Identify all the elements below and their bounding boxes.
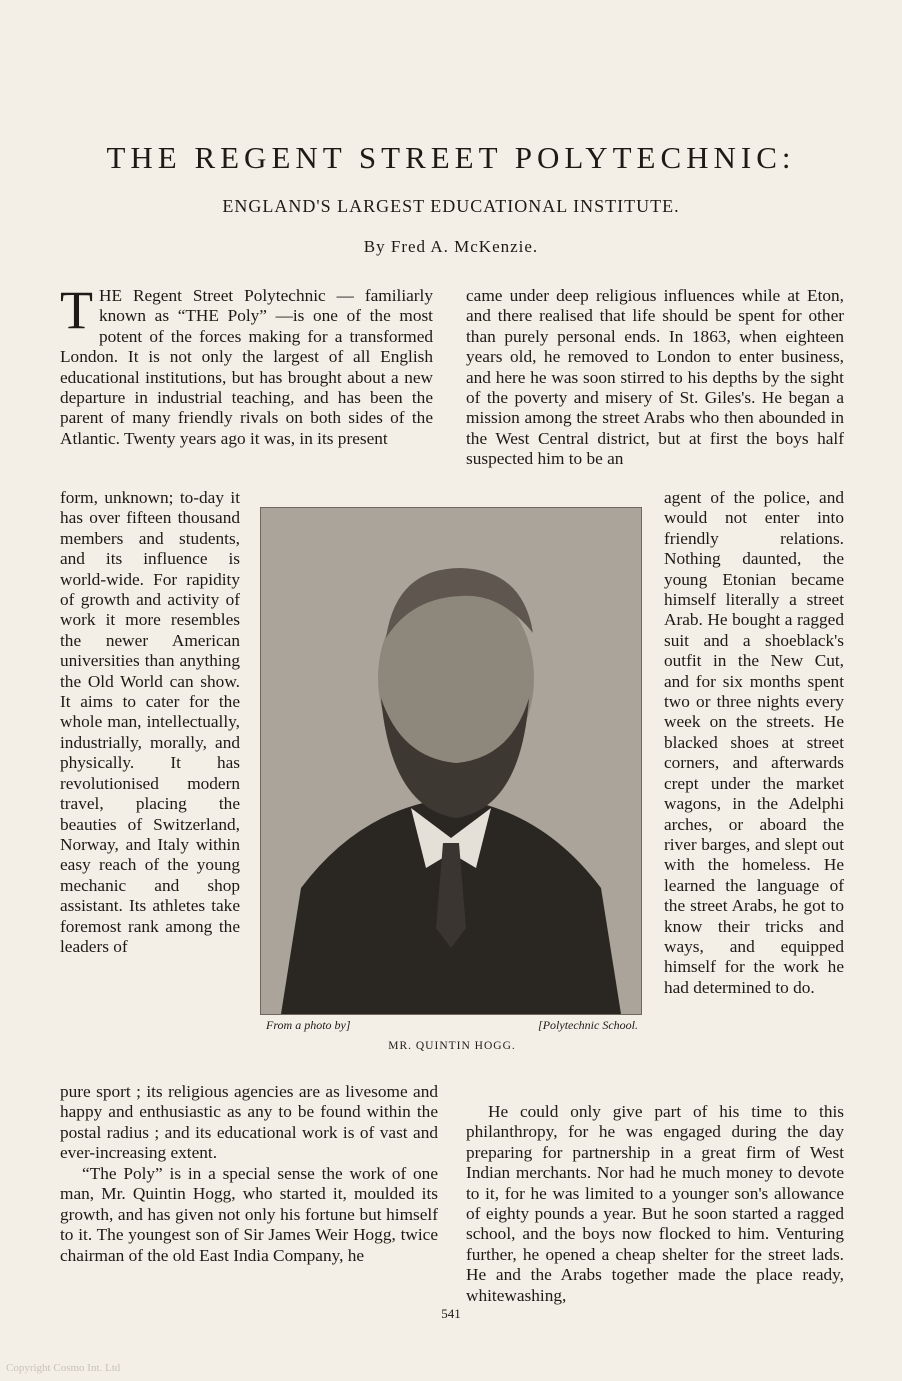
left-column-top-text: HE Regent Street Polytechnic — familiarly known as “THE Poly” —is one of the most potent of the forces making for a transformed London. It is not only the largest of all English educational institutions, but has brought about a new departure in industrial teaching, and has been the parent of many friendly rivals on both sides of the Atlantic. Twenty years ago it was, in its present — [60, 286, 433, 448]
article-subtitle: ENGLAND'S LARGEST EDUCATIONAL INSTITUTE. — [222, 196, 680, 216]
photo-credit-left: From a photo by] — [266, 1018, 351, 1032]
left-column-bottom-paragraph-2: “The Poly” is in a special sense the work of one man, Mr. Quintin Hogg, who started it, moulded its growth, and has given not only his fortune but himself to it. The youngest son of Sir James Weir Hogg, twice chairman of the old East India Company, he — [60, 1164, 438, 1265]
portrait-illustration — [261, 508, 641, 1014]
copyright-watermark: Copyright Cosmo Int. Ltd — [6, 1362, 121, 1374]
byline: By Fred A. McKenzie. — [363, 237, 539, 256]
photo-caption: MR. QUINTIN HOGG. — [388, 1040, 516, 1052]
left-column-top-paragraph — [60, 280, 433, 449]
drop-cap: T — [60, 280, 93, 340]
page-number: 541 — [441, 1306, 461, 1321]
photo-credit-right: [Polytechnic School. — [538, 1018, 638, 1032]
left-column-bottom-paragraph-1: pure sport ; its religious agencies are as livesome and happy and enthusiastic as any to be found within the postal radius ; and its educational work is of vast and ever-increasing extent. — [60, 1082, 438, 1163]
right-column-narrow-paragraph: agent of the police, and would not enter into friendly relations. Nothing daunted, the young Etonian became himself literally a street Arab. He bought a ragged suit and a shoeblack's outfit in the New Cut, and for six months spent two or three nights every week on the streets. He blacked shoes at street corners, and afterwards crept under the market wagons, in the Adelphi arches, or aboard the river barges, and slept out with the homeless. He learned the language of the street Arabs, he got to know their tricks and ways, and equipped himself for the work he had determined to do. — [664, 488, 844, 997]
portrait-photo — [260, 507, 642, 1015]
left-column-narrow-paragraph: form, unknown; to-day it has over fifteen thousand members and students, and its influence is world-wide. For rapidity of growth and activity of work it more resembles the newer American universities than anything the Old World can show. It aims to cater for the whole man, intellectually, industrially, morally, and physically. It has revolutionised modern travel, placing the beauties of Switzerland, Norway, and Italy within easy reach of the young mechanic and shop assistant. Its athletes take foremost rank among the leaders of — [60, 488, 240, 956]
article-title: THE REGENT STREET POLYTECHNIC: — [106, 140, 796, 175]
right-column-top-paragraph: came under deep religious influences while at Eton, and there realised that life should be spent for other than purely personal ends. In 1863, when eighteen years old, he removed to London to enter business, and here he was soon stirred to his depths by the sight of the poverty and misery of St. Giles's. He began a mission among the street Arabs who then abounded in the West Central district, but at first the boys half suspected him to be an — [466, 286, 844, 469]
right-column-bottom-paragraph: He could only give part of his time to this philanthropy, for he was engaged during the day preparing for partnership in a great firm of West Indian merchants. Nor had he much money to devote to it, for he was limited to a younger son's allowance of eighty pounds a year. But he soon started a ragged school, and the boys now flocked to him. Venturing further, he opened a cheap shelter for the street lads. He and the Arabs together made the place ready, whitewashing, — [466, 1102, 844, 1305]
